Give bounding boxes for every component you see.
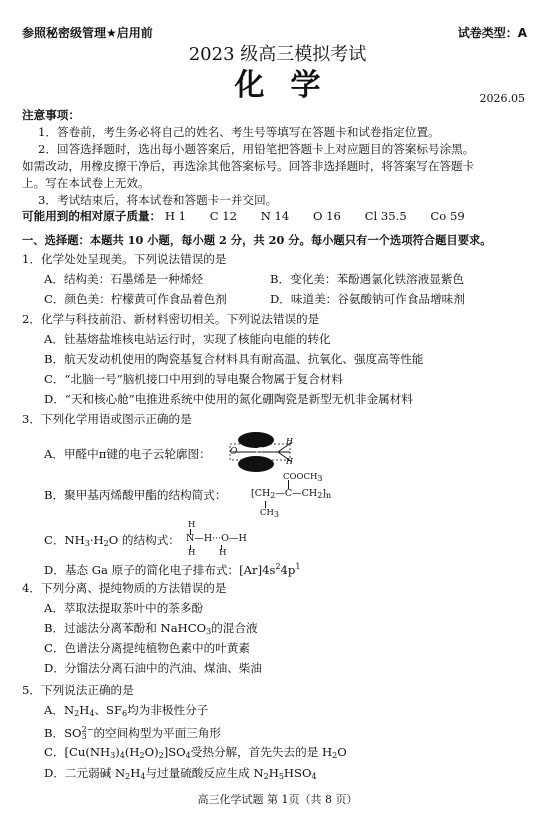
- atomic-mass-line: [22, 210, 485, 224]
- pmma-ester-group: $COOCH_3$: [283, 472, 323, 483]
- q4-stem: 4．下列分离、提纯物质的方法错误的是: [22, 581, 227, 595]
- exam-date: 2026.05: [479, 92, 525, 105]
- pi-diagram-h1: H: [286, 437, 293, 446]
- mass-h: H 1: [164, 209, 187, 223]
- q4-option-d: D．分馏法分离石油中的汽油、煤油、柴油: [44, 661, 262, 675]
- h-bond-h-bottom: H: [188, 548, 196, 558]
- q3-option-a: A．甲醛中π键的电子云轮廓图：: [44, 447, 211, 461]
- q5-option-c: C．$[Cu(NH_3)_4(H_2O)_2]SO_4$受热分解，首先失去的是 $H_2O$: [44, 745, 347, 760]
- q3-stem: 3．下列化学用语或图示正确的是: [22, 412, 192, 426]
- q4-option-b: B．过滤法分离苯酚和 NaHCO$_3$的混合液: [44, 621, 258, 636]
- q5-stem: 5．下列说法正确的是: [22, 683, 134, 697]
- q1-option-c: C．颜色美：柠檬黄可作食品着色剂: [44, 292, 227, 306]
- confidentiality-note: 参照秘密级管理★启用前: [22, 26, 153, 40]
- q2-stem: 2．化学与科技前沿、新材料密切相关。下列说法错误的是: [22, 312, 320, 326]
- page-footer: 高三化学试题 第 1页（共 8 页）: [197, 793, 358, 806]
- h-bond-n: N—H···O—H: [186, 533, 247, 544]
- pi-diagram-h2: H: [286, 457, 293, 466]
- pi-diagram-o: O: [230, 447, 238, 457]
- section-1-heading: 一、选择题：本题共 10 小题，每小题 2 分，共 20 分。每小题只有一个选项符合题目要求。: [22, 233, 492, 247]
- q5-option-b: B．$SO_3^{2-}$的空间构型为平面三角形: [44, 725, 221, 741]
- q5-option-a: A．$N_2H_4$、$SF_6$均为非极性分子: [44, 703, 209, 718]
- q1-stem: 1．化学处处呈现美。下列说法错误的是: [22, 252, 227, 266]
- q3-option-d: D．基态 Ga 原子的简化电子排布式：$[Ar]4s^24p^1$: [44, 562, 301, 577]
- pi-diagram-c: C: [256, 447, 263, 457]
- atomic-mass-label: 可能用到的相对原子质量：: [22, 209, 162, 223]
- notice-item-2-cont: 如需改动，用橡皮擦干净后，再选涂其他答案标号。回答非选择题时，将答案写在答题卡: [22, 159, 475, 173]
- exam-title: 2023 级高三模拟考试: [188, 44, 367, 65]
- mass-cl: Cl 35.5: [364, 209, 407, 223]
- q3-option-c: C．$NH_3\cdot H_2O$ 的结构式：: [44, 533, 180, 548]
- q5-option-d: D．二元弱碱 $N_2H_4$与过量硫酸反应生成 $N_2H_5HSO_4$: [44, 766, 317, 781]
- q1-option-d: D．味道美：谷氨酸钠可作食品增味剂: [270, 292, 465, 306]
- q2-option-c: C．“北脑一号”脑机接口中用到的导电聚合物属于复合材料: [44, 372, 343, 386]
- h-bond-h-top: H: [188, 520, 196, 530]
- paper-type: 试卷类型：A: [457, 26, 527, 40]
- q3-option-b: B．聚甲基丙烯酸甲酯的结构简式：: [44, 488, 227, 502]
- pmma-chain: $[CH_2—C—CH_2]_n$: [251, 488, 332, 500]
- notice-item-3: 3．考试结束后，将本试卷和答题卡一并交回。: [38, 193, 278, 207]
- notice-item-1: 1．答卷前，考生务必将自己的姓名、考生号等填写在答题卡和试卷指定位置。: [38, 125, 440, 139]
- pmma-methyl: $CH_3$: [260, 508, 280, 519]
- q4-option-a: A．萃取法提取茶叶中的茶多酚: [44, 601, 204, 615]
- q2-option-a: A．钍基熔盐堆核电站运行时，实现了核能向电能的转化: [44, 332, 331, 346]
- mass-n: N 14: [260, 209, 290, 223]
- q4-option-c: C．色谱法分离提纯植物色素中的叶黄素: [44, 641, 250, 655]
- mass-c: C 12: [209, 209, 238, 223]
- subject-title: 化学: [234, 68, 347, 103]
- notice-item-2: 2．回答选择题时，选出每小题答案后，用铅笔把答题卡上对应题目的答案标号涂黑。: [38, 142, 475, 156]
- q2-option-b: B．航天发动机使用的陶瓷基复合材料具有耐高温、抗氧化、强度高等性能: [44, 352, 424, 366]
- notice-item-2-end: 上。写在本试卷上无效。: [22, 176, 150, 190]
- q2-option-d: D．“天和核心舱”电推进系统中使用的氮化硼陶瓷是新型无机非金属材料: [44, 392, 413, 406]
- mass-o: O 16: [312, 209, 341, 223]
- q1-option-a: A．结构美：石墨烯是一种烯烃: [44, 272, 204, 286]
- q1-option-b: B．变化美：苯酚遇氯化铁溶液显紫色: [270, 272, 465, 286]
- mass-co: Co 59: [430, 209, 465, 223]
- notice-heading: 注意事项：: [22, 108, 80, 122]
- h-bond-h-water: H: [219, 548, 227, 558]
